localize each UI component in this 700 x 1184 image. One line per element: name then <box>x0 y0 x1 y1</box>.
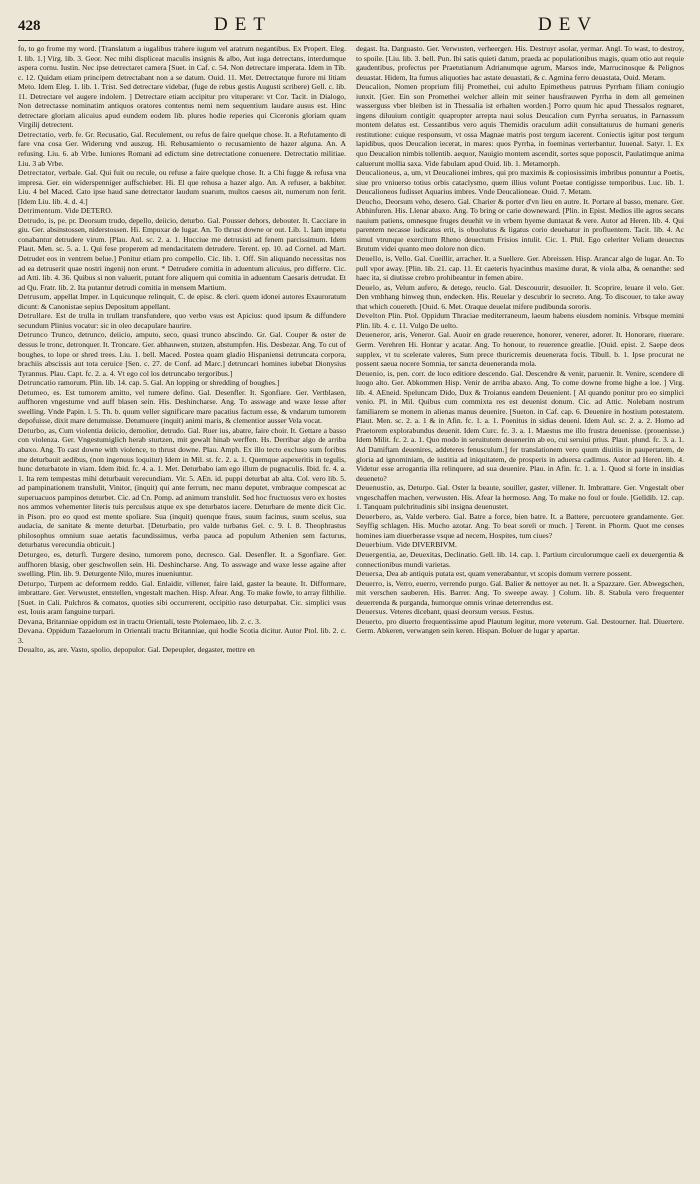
entry-headword: Deucalion, <box>356 82 392 92</box>
dictionary-entry <box>356 168 684 197</box>
entry-headword: Detrectatio, <box>18 129 57 139</box>
entry-text: as, are. Vasto, spolio, depopulor. Gal. Depeupler, degaster, mettre en <box>47 645 255 655</box>
entry-headword: Deuerro, <box>356 578 385 588</box>
entry-text: Plin. Ptol. Oppidum Thraciae mediterraneum, laeum habens eiusdem nominis. Vrbsque memini Plin. lib. 4. c. 11. Vulgo De uelto. <box>356 311 684 330</box>
entry-text: Trunco, detrunco, deiicio, amputo, seco, quasi trunco abscindo. Gr. Gal. Couper & oster de dessus le tronc, detronquer. It. Troncare. Ger. abhauwen, stutzen, abstumpfen. His. Desbezar. Ang. To cut of boughes, to lope or shred trees. Liu. 1. bell. Maced. Postea quam gladio Hispaniensi detruncata corpora, brachiis abscissis aut tota ceruice [Sen. c. 27. de Conf. ad Marc.] detruncari homines iubebat Dionysius Tyrannus. Plau. Capt. fc. 2. a. 4. Vt ego col los detruncabo tergoribus.] <box>18 330 346 378</box>
dictionary-entry <box>18 617 346 627</box>
dictionary-entry <box>356 311 684 330</box>
entry-text: as, Cum violentia deiicio, demolior, detrudo. Gal. Ruer ius, abatre, faire choir. It. Gettare a basso con violenza. Ger. Vngestumiglich herab sturtzen, mit gewalt hinab werffen. Hs. Derribar algo de arriba abaxo. Ang. To cast downe with violence, to thrust downe. Plau. Amph. Ex illo tecto excluso sum foribus me deturbauit aedibus, (non ingenuus loquitur) Idem in Mil. st. fc. 2. a. 1. Quemque aspexeritis in tegulis, hunc deturbatote in viam. Idem ibid. fc. 4. a. 1. Met. Deturbabo iam ego illum de pugnaculis. Ibid. fc. 4. a. 1. Ita rem tempestas mihi deturbauit verecundiam. Vir. 5. AEn. id. puppi deturbat ab alta. Col. vero lib. 5. ad pampinationem translulit, Vinitor, (inquit) qui ante ferrum, nec manu deputet, vmbraque compescat ac superuacuos pampinos deturbet. Cic. ad Cn. Pomp. ad animum translulit. Sed hoc fructuosus vero ex hostes nos ammos vehementer literis tuis perculsus atque ex spe deturbatos iacere. Deturbare de mente dicit Cic. in Pison. pro eo quod est mente spoliare. Sua (inquit) quenque fraus, suum facinus, suum scelus, sua audacia, de sanitate & mente deturbat. [Deturbatio, pro valde turbatus Gel. c. 9. l. 8. Theophrastus philosophus omnium suae aetatis facundissimus, verba pauca ad populum Athenien sem facturus, deturbatus verecundia obticuit.] <box>18 425 346 550</box>
entry-headword: Deuerto, <box>356 616 384 626</box>
header-rule <box>18 40 684 41</box>
entry-headword: Deuelo, <box>356 282 382 292</box>
dictionary-entry <box>356 197 684 254</box>
entry-text: verbale. Gal. Qui fuit ou recule, ou refuse a faire quelque chose. It. a Chi fugge & refusa vna impresa. Ger. ein widerspenniger auffschieber. Hi. El que rehusa a hazer algo. An. A refuser, a bakbiter. Liu. 4 bel Maced. Cato ipse haud sane detrectator laudum suarum, multos caesos ait, numerum non ferit. [Idem Liu. lib. 4. d. 4.] <box>18 168 346 206</box>
dictionary-entry <box>18 292 346 311</box>
dictionary-entry <box>18 426 346 550</box>
entry-headword: Detrunco <box>18 330 48 340</box>
dictionary-entry <box>18 44 346 130</box>
dictionary-entry <box>18 626 346 645</box>
entry-headword: Deturpo, <box>18 578 47 588</box>
entry-headword: Deuergentia, <box>356 549 398 559</box>
text-columns <box>18 44 684 1180</box>
dictionary-entry <box>356 82 684 168</box>
entry-headword: Detruncatio <box>18 378 57 388</box>
left-column <box>18 44 346 1180</box>
entry-text: as, Velum aufero, & detego, reuclo. Gal. Descouurir, desuoiler. It. Scoprire, leuare il velo. Ger. Den vmbhang hinweg thun, endecken. His. Reuelar y descubrir lo secreto. Ang. To discouer, to take away that which couereth. [Ouid. 6. Met. Oraque deuelat mifere pudibunda sororis. <box>356 282 684 311</box>
dictionary-entry <box>356 550 684 569</box>
entry-text: degast. Ita. Darguasto. Ger. Verwusten, verheergen. His. Destruyr asolar, yermar. Angl. To wast, to destroy, to spoile. [Liu. lib. 3. bell. Pun. Ibi satis quieti datum, praeda ac populationibus magis, quam otio aut requie gaudentibus, profectus per Praetutianum Adrianumque agrum, Marsos inde, Marrucinosque & Pelignos deuastat. Hidem, Ita fumus aliquoties hac astate deuastati, & c. Agmina ferro deuastata, Ouid. Metam. <box>356 44 684 82</box>
entry-headword: Develton <box>356 311 386 321</box>
entry-headword: Deucho, <box>356 196 383 206</box>
entry-headword: Detumeo, <box>18 387 50 397</box>
entry-text: is, Verro, euerro, verrendo purgo. Gal. Balier & nettoyer au net. It. a Spazzare. Ger. Abwegschen, mit verschen sauberen. His. Barrer. Ang. To sweepe away. ] Colum. lib. 8. Stabula vero frequenter deuerrenda & purganda, humorque omnis vrinae deterrendus est. <box>356 578 684 607</box>
dictionary-entry <box>18 378 346 388</box>
page-header <box>18 14 684 40</box>
entry-text: ramorum. Plin. lib. 14. cap. 5. Gal. An lopping or shredding of boughes.] <box>57 378 280 388</box>
dictionary-entry <box>18 206 346 216</box>
entry-headword: Deuersa, <box>356 569 385 579</box>
dictionary-entry <box>356 44 684 82</box>
entry-headword: Deuersus. <box>356 607 388 617</box>
entry-headword: Deuenustio, <box>356 483 395 493</box>
dictionary-entry <box>356 283 684 312</box>
dictionary-entry <box>356 540 684 550</box>
entry-text: Dea ab antiquis putata est, quam venerabantur, vt scopis domum verrere possent. <box>386 569 632 579</box>
entry-text: es. Est tumorem amitto, vel tumere defino. Gal. Desenfler. It. Sgonfiare. Ger. Vertblasen, auffhoren vngestume vnd auff blasen sein. His. Deshincharse. Ang. To asswage and waxe lesse after swelling. Vnde Papin. l. 5. Th. b. quum veller significare mare pacatius factum esse, & vndarum tumorem depofuisse, dixit mare detumuisse. Detumuere (inquit) animi maris, & clementior ausser Vela vocat. <box>18 387 346 426</box>
entry-headword: Deturgeo, <box>18 549 50 559</box>
entry-text: Britanniae oppidum est in tractu Orientali, teste Ptolemaeo, lib. 2. c. 3. <box>46 616 261 626</box>
entry-text: Deorsum veho, desero. Gal. Charier & porter d'vn lieu en autre. It. Portare al basso, menare. Ger. Abhinfuren. His. Llenar abaxo. Ang. To bring or carie downeward. [Plin. in Epist. Medios ille agros secans nauium patiens, omnesque fruges deuehit ve in vrbem hyeme duntaxat & vere. Autor ad Heren. lib. 4. Qui parentem necasse iudicatus erit, is obuolutus & ligatus corio deuehatur in profluentem. Tacit. lib. 4. Ac simul vtrunque exercitum Rheno deuectum Frisios intulit. Cic. 1. Phil. Ego celeriter Veliam deuectus Brutum videi quanto meo dolore non dico. <box>356 196 684 254</box>
entry-headword: Deuenio, <box>356 368 386 378</box>
dictionary-entry <box>18 311 346 330</box>
dictionary-entry <box>18 550 346 579</box>
dictionary-entry <box>356 330 684 368</box>
dictionary-entry <box>18 388 346 426</box>
page-number: 428 <box>18 18 41 34</box>
dictionary-entry <box>356 607 684 617</box>
entry-headword: Deucalioneus, <box>356 168 402 178</box>
entry-headword: Detrusum, <box>18 292 52 302</box>
entry-headword: Detrullare. <box>18 311 53 321</box>
dictionary-entry <box>356 483 684 512</box>
entry-headword: Detrimentum. <box>18 206 63 216</box>
entry-headword: Devana. <box>18 626 45 636</box>
entry-text: Vide DETERO. <box>64 206 113 216</box>
dictionary-entry <box>356 569 684 579</box>
entry-text: Est de trulla in trullam transfundere, quo verbo vsus est Apicius: quod ipsum & diffundere secundum Plinius vocatur: sic in oleo decapulare haurire. <box>18 311 346 330</box>
entry-headword: Deualto, <box>18 645 46 655</box>
entry-text: fo, to go frome my word. [Translatum a iugalibus trahere iugum vel aratrum negantibus. Ex Propert. Eleg. I. lib. 1.] Virg. lib. 3. Geor. Nec mihi displiceat maculis insignis & albo, Aut iuga detrectans, interdumque aspera cornu. Iustin. Nec ipse detrectaret camera [Suet. in Caf. c. 54. Non detrectare imperata. Idem in Tib. c. 12. Quidam etiam principem detrectabant non a se datum. Ouid. 11. Met. Detrectatque furore mi litiam Meto. Idem Eleg. 1. lib. 1. Trist. Sed detrectare videbar, (fuge de rebus gestis Augusti scribere) Gell. c. lib. 11. Detrectare vel augere indolem. ] Detrectare etiam accipitur pro vituperare: vt Cor. Tacit. in Dialogo, Non detrectasse nominatim antiquos oratores contentus nemi nem sequentium laudare ausus est. Hinc detrectare gloriam alicuius apud eundem eodem lib. plures hodie reperies qui Ciceronis gloriam quam Virgilij detrectent. <box>18 44 346 130</box>
running-head-left: DET <box>214 14 272 35</box>
entry-text: is, pen. corr. de loco editiore descendo. Gal. Descendre & venir, paruenir. It. Venire, scendere di luogo alto. Ger. Abkommen Hisp. Venir de arriba abaxo. Ang. To come downe frome highe a loe. ] Virg. lib. 4. AEneid. Speluncam Dido, Dux & Troianus eandem Deuenient. [ Al quando ponitur pro eo simplici venio. Pl. in Mil. Quibus cum commixta res est deuenist donum. Cic. ad Attic. Nolebam nostrum familiarem se monem in alienas manus deuenire. [Sueton. in Caf. cap. 6. Deuenire in hostium potestatem. Plaut. Men. sc. 2. a. 1 & in Afin. fc. 1. a. 1. Poenitus in sidias deueni. Idem Aul. sc. 2. a. 2. Homo ad Praetorem explorabundus deuenit. Idem Curc. fc. 3. a. 1. Maestus me illo frustra deuenisse. (prouenisse.) Idem Milit. fc. 2. a. 1. Quo modo in seruitutem deuenerim ab eo, cui seruiui prius. Plaut. plund. fc. 3. a. 1. Ad Damiftam deuenires, addeteres fenusculum.] fer translationem vero quum diuitiis in paupertatem, de gloria ad ignominiam, de iustitia ad iniquitatem, de prosperis in aduersa cadimus. Autor ad Heren. lib. 4. Videtur esse arrogantia illa relinquere, ad sua deuenire. Plau. in Afin. fc. 1. a. 1. Quod si forte in insidias deueneto? <box>356 368 684 483</box>
dictionary-entry <box>356 579 684 608</box>
entry-text: as, Valde verbero. Gal. Batre a force, bien batre. It. a Battere, percuotere grandamente. Ger. Seyffig schlagen. His. Mucho azotar. Ang. To beat soreli or much. ] Terent. in Phorm. Quot me censes homines iam diuerberasse vsque ad necem, Hospites, tum ciues? <box>356 511 684 540</box>
entry-headword: Deueneror, <box>356 330 392 340</box>
entry-text: is, Vello. Gal. Cueillir, arracher. It. a Suellere. Ger. Abreissen. Hisp. Arancar algo de lugar. An. To pull vpor away. [Plin. lib. 21. cap. 11. Et caeteris hyacinthus maxime durat, & viola alba, & oenanthe: sed haec ita, si diutisse crebro prohibeantur in femen abire. <box>356 254 684 283</box>
entry-text: ae, Deuexitas, Declinatio. Gell. lib. 14. cap. 1. Partium circulorumque caeli ex deuergentia & connectionibus mundi varietas. <box>356 549 684 569</box>
dictionary-entry <box>356 617 684 636</box>
entry-headword: Detrudo, <box>18 215 47 225</box>
entry-headword: Deturbo, <box>18 425 47 435</box>
entry-text: verb. fe. Gr. Recusatio, Gal. Reculement, ou refus de faire quelque chose. It. a Refutamento di fare vna cosa Ger. Widerung vnd auszug. Hi. Rehusamiento o recusamiento de hazer alguna. An. A refusing. Liu. 6. ab Vrbe. Iuniores Romani ad edictum sine detrectatione conuenere. Detrectatio militiae. Liu. 3 ab Vrbe. <box>18 129 346 168</box>
entry-headword: Deuerbero, <box>356 511 392 521</box>
entry-text: Vide DIVERBIVM. <box>395 540 457 550</box>
dictionary-entry <box>356 254 684 283</box>
entry-headword: Devana, <box>18 616 45 626</box>
dictionary-entry <box>18 645 346 655</box>
dictionary-entry <box>18 130 346 168</box>
dictionary-entry <box>356 512 684 541</box>
entry-text: Oppidum Tazaelorum in Orientali tractu Britanniae, qui hodie Scotia dicitur. Autor Ptol. lib. 2. c. 3. <box>18 626 346 645</box>
dictionary-entry <box>18 168 346 206</box>
entry-headword: Detrectator, <box>18 168 57 178</box>
entry-headword: Deuerbium. <box>356 540 395 550</box>
entry-text: is, pe. pr. Deorsum trudo, depello, deiicio, deturbo. Gal. Pousser dehors, debouter. It. Cacciare in giu. Ger. absinstossen, niderstossen. Hi. Empuxar de lugar. An. To thrust downe or out. Lib. 1. Iam impetu conabantur detrudere virum. [Plau. Aul. sc. 2. a. 1. Hucciue me detrusisti ad fenem parcissimum. Idem Plaut. Men. sc. 5. a. 1. Qui fese properem ad mendacitatem detrudere. Terent. ep. 10. ad Cornel. ad Mart. Detrudet eos in ventrem belue.] Ponitur etiam pro compello. Cic. lib. 1. Off. Sin aliquando necessitas nos ad ea detruserit quae nostri ingenij non erunt. * Detrudere comitia in aduentum alicuius, pro differre. Cic. ad Atti. lib. 4. 36. Quibus si non valuerit, putant fore aliquem qui comitia in aduentum Caesaris detrudat. Et ad Qu. Fratr. lib. 2. Ita putantur detrudi comitia in mensem Martium. <box>18 215 346 292</box>
entry-text: as, Deturpo. Gal. Oster la beaute, souiller, gaster, villener. It. Imbrattare. Ger. Vngestalt ober vngeschaffen machen, verwusten. His. Afear la hermoso. Ang. To make no foul or foule. [Gelldib. 12. cap. 1. Tanquam pulchritudinis sibi insigna deuenustet. <box>356 483 684 512</box>
entry-text: aris, Veneror. Gal. Auoir en grade reuerence, honorer, venerer, adorer. It. Honorare, riuerare. Germ. Verehren Hi. Honrar y acatar. Ang. To honour, to reuerence greatlie. [Ouid. epist. 2. Saepe deos supplex, vt tu scelerate valeres, Sum prece thuricremis deuenerata focis. Tibull. b. 1. Ipse procurat ne possent saeua nocere Somnia, ter sancta deueneranda mola. <box>356 330 684 369</box>
entry-text: es, deturfi. Turgere desino, tumorem pono, decresco. Gal. Desenfler. It. a Sgonfiare. Ger. auffhoren blasig, ober geschwollen sein. Hi. Deshincharse. Ang. To asswage and waxe lesse againe after swelling. Plin. lib. 9. Deturgente Nilo, mures inueniuntur. <box>18 549 346 579</box>
entry-text: Veteres dicebant, quasi deorsum versus. Festus. <box>389 607 534 617</box>
right-column <box>356 44 684 1180</box>
entry-text: Turpem ac deformem reddo. Gal. Enlaidir, villener, faire laid, gaster la beaute. It. Difformare, imbrattare. Ger. Verwustet, entstellen, vngestalt machen. Hisp. Afear. Ang. To make fowle, to array filthilie. [Suet. in Cali. Pulchros & comatos, quoties sibi occurrerent, occipitio raso deturpabat. Cic. simplici vsus est, Iouis aram fanguine turpari. <box>18 578 346 617</box>
dictionary-entry <box>356 369 684 484</box>
dictionary-entry <box>18 330 346 378</box>
entry-text: appellat Imper. in Lquicunque relinquit, C. de episc. & cleri. quem idonei autores Exauroratum dicunt: & Canonistae sepius Depositum appellant. <box>18 292 346 311</box>
dictionary-entry <box>18 216 346 292</box>
entry-headword: Deuello, <box>356 254 384 264</box>
running-head-right: DEV <box>538 14 599 35</box>
entry-text: Nomen proprium filij Promethei, cui adulto Epimetheus patruus Pyrrham filiam coniugio iunxit. [Ger. Ein son Promethei welcher allein mit seiner hausfrauwen Pyrrha in dem all gemeinen wasserguss vber bleiben ist in Thessalia ist erhalten worden.] Porro quum hic apud Thessalos regnaret, ingens diluuium contigit: quapropter arrepta naui solus Deucalion cum Pyrrha seruatus, in Parnassum montem delatus est. Cessantibus vero aquis Themidis oraculum adiit consultaturus de humani generis restitutione: cuique responsum, vt ossa Magnae matris post tergum iacerent. Coniectis igitur post tergum lapidibus, quos Deucalion iecerat, in mares: quos Pyrrha, in foeminas verterbantur. Iuuenal. Satyr. 1. Ex quo Deucalion nimbis tollentib. aequor, Nauigio montem ascendit, sortes sque poposcit, Paulatimque anima caluerunt mollia saxa. Vide fabulam apud Ouid. lib. 1. Metamorph. <box>356 82 684 168</box>
entry-text: pro diuerto frequentissime apud Plautum legitur, more veterum. Gal. Destourner. Ital. Diuertere. Germ. Abkeren, verwangen sein keren. Hispan. Boluer de lugar y apartar. <box>356 616 684 636</box>
dictionary-entry <box>18 579 346 617</box>
entry-text: a, um, vt Deucalionei imbres, qui pro maximis & copiosissimis imbribus ponuntur a Poetis, siue pro vniuerso totius orbis cataclysmo, quem illius volunt Poetae contigisse temporibus. Luc. lib. 1. Deucalioneos fudisset Aquarius imbres. Vnde Deucalioneae. Ouid. 7. Metam. <box>356 168 684 197</box>
